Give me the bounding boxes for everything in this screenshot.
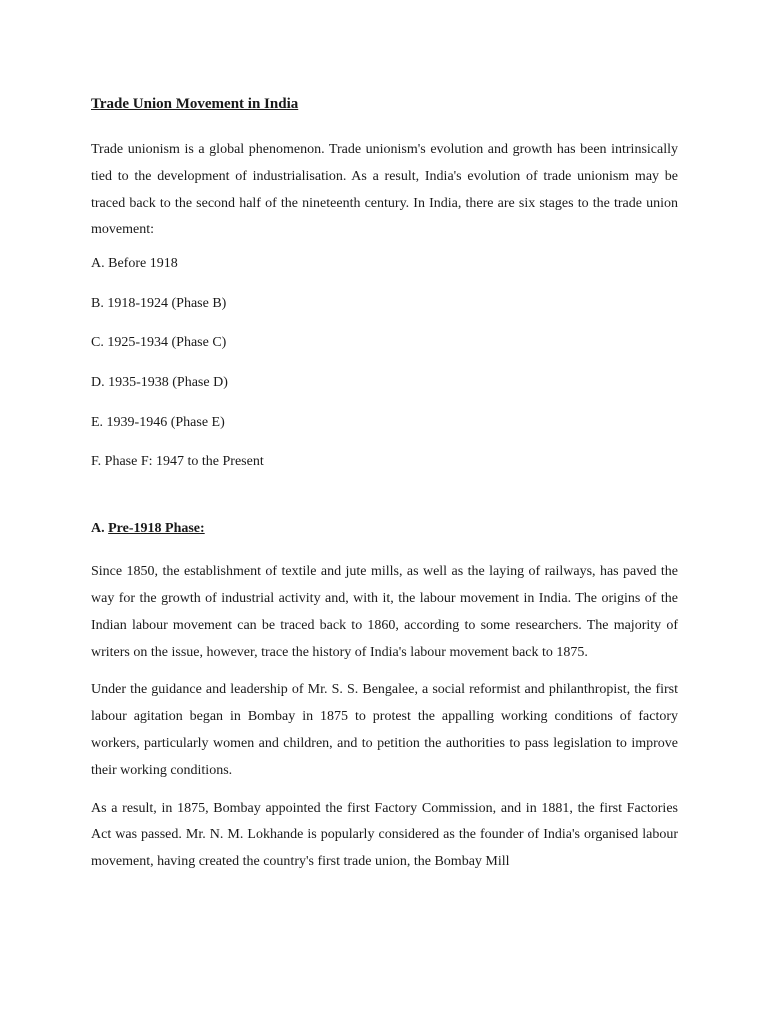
stage-item: A. Before 1918 xyxy=(91,256,178,272)
stage-item: B. 1918-1924 (Phase B) xyxy=(91,295,227,311)
stage-item: C. 1925-1934 (Phase C) xyxy=(91,335,227,351)
section-heading-text: Pre-1918 Phase: xyxy=(108,521,205,537)
document-title: Trade Union Movement in India xyxy=(91,96,299,112)
stage-item: F. Phase F: 1947 to the Present xyxy=(91,454,264,470)
section-paragraph: Under the guidance and leadership of Mr. S. S. Bengalee, a social reformist and philanthropist, the first labour agitation began in Bombay in 1875 to protest the appalling working conditions of factory workers, particularly women and children, and to petition the authorities to pass legislation to improve their working conditions. xyxy=(91,682,678,778)
stage-item: E. 1939-1946 (Phase E) xyxy=(91,414,225,430)
section-paragraph: Since 1850, the establishment of textile and jute mills, as well as the laying of railways, has paved the way for the growth of industrial activity and, with it, the labour movement in India. The origins of the Indian labour movement can be traced back to 1860, according to some researchers. The majority of writers on the issue, however, trace the history of India's labour movement back to 1875. xyxy=(91,564,678,660)
document-body xyxy=(91,93,678,887)
intro-paragraph: Trade unionism is a global phenomenon. Trade unionism's evolution and growth has been intrinsically tied to the development of industrialisation. As a result, India's evolution of trade unionism may be traced back to the second half of the nineteenth century. In India, there are six stages to the trade union movement: xyxy=(91,142,678,238)
section-paragraph: As a result, in 1875, Bombay appointed the first Factory Commission, and in 1881, the first Factories Act was passed. Mr. N. M. Lokhande is popularly considered as the founder of India's organised labour movement, having created the country's first trade union, the Bombay Mill xyxy=(91,800,678,870)
stage-item: D. 1935-1938 (Phase D) xyxy=(91,374,228,390)
section-prefix: A. xyxy=(91,521,105,537)
section-heading xyxy=(91,519,678,539)
